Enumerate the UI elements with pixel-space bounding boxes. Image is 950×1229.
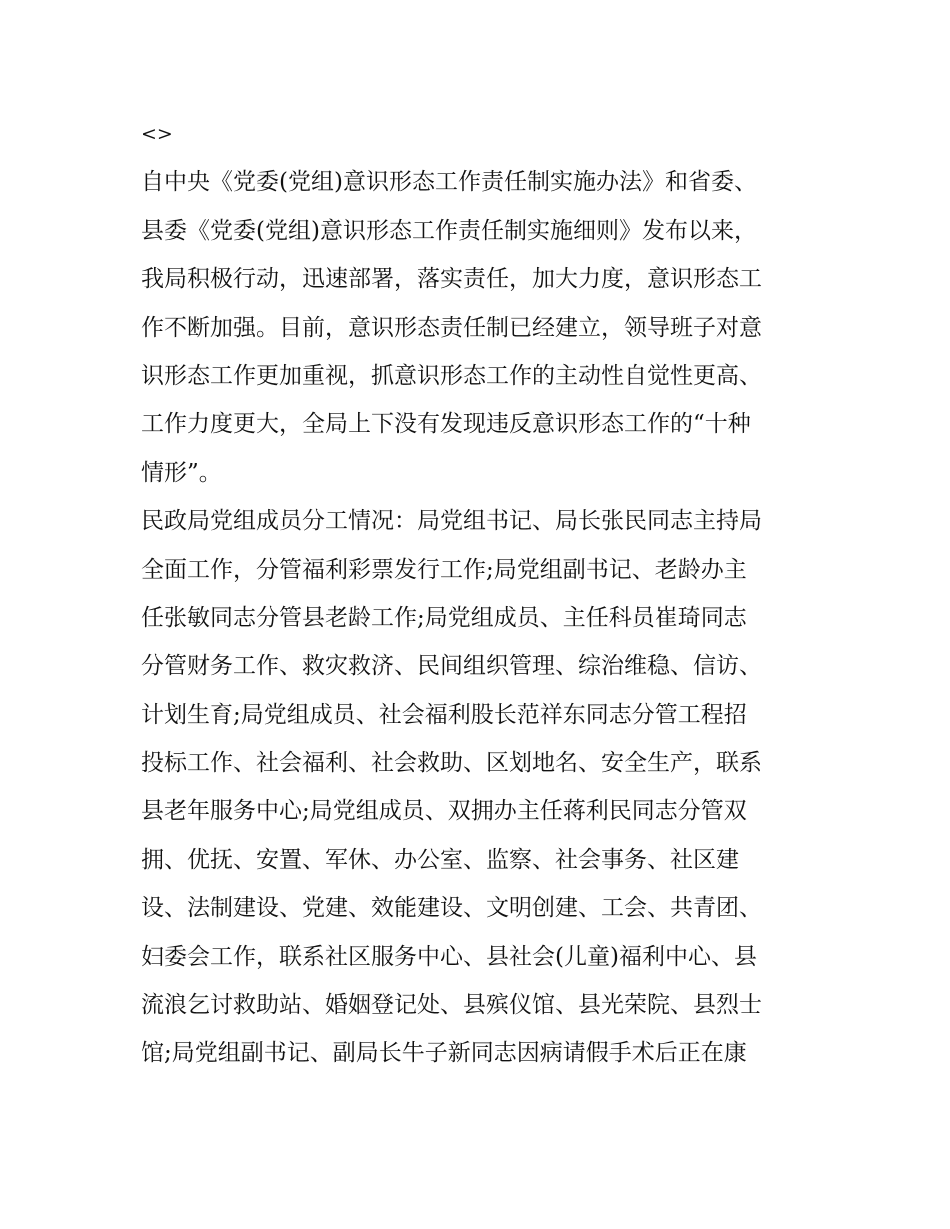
text-line: 计划生育;局党组成员、社会福利股长范祥东同志分管工程招	[141, 701, 747, 728]
text-line: 妇委会工作，联系社区服务中心、县社会(儿童)福利中心、县	[141, 943, 757, 970]
text-line: 流浪乞讨救助站、婚姻登记处、县殡仪馆、县光荣院、县烈士	[141, 992, 762, 1019]
text-line: 识形态工作更加重视，抓意识形态工作的主动性自觉性更高、	[141, 362, 762, 389]
text-line: 全面工作，分管福利彩票发行工作;局党组副书记、老龄办主	[141, 556, 747, 583]
text-line: 民政局党组成员分工情况：局党组书记、局长张民同志主持局	[141, 508, 762, 535]
text-line: 自中央《党委(党组)意识形态工作责任制实施办法》和省委、	[141, 169, 757, 196]
text-line: 情形”。	[141, 459, 222, 486]
text-line: 分管财务工作、救灾救济、民间组织管理、综治维稳、信访、	[141, 653, 762, 680]
paragraph-member-division	[141, 497, 821, 1078]
text-line: 馆;局党组副书记、副局长牛子新同志因病请假手术后正在康	[141, 1040, 747, 1067]
text-line: 拥、优抚、安置、军休、办公室、监察、社会事务、社区建	[141, 846, 739, 873]
text-line: 县委《党委(党组)意识形态工作责任制实施细则》发布以来，	[141, 217, 757, 244]
paragraph-responsibility-system	[141, 158, 821, 497]
text-line: 设、法制建设、党建、效能建设、文明创建、工会、共青团、	[141, 895, 762, 922]
marker-text: <>	[141, 123, 173, 145]
text-line: 县老年服务中心;局党组成员、双拥办主任蒋利民同志分管双	[141, 798, 747, 825]
text-line: 工作力度更大，全局上下没有发现违反意识形态工作的“十种	[141, 411, 751, 438]
text-line: 投标工作、社会福利、社会救助、区划地名、安全生产，联系	[141, 750, 762, 777]
document-body	[141, 110, 821, 1078]
text-line: 作不断加强。目前，意识形态责任制已经建立，领导班子对意	[141, 314, 762, 341]
text-line: 任张敏同志分管县老龄工作;局党组成员、主任科员崔琦同志	[141, 604, 747, 631]
text-line: 我局积极行动，迅速部署，落实责任，加大力度，意识形态工	[141, 266, 762, 293]
